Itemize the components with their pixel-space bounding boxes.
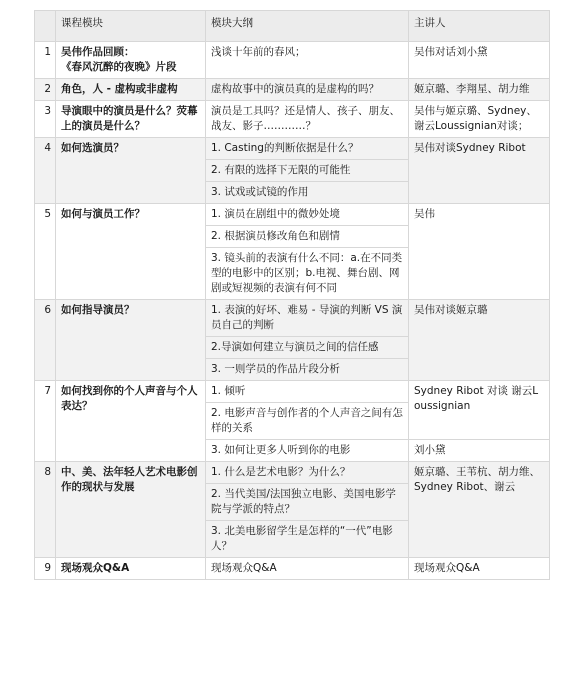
row-number: 4	[35, 138, 56, 204]
header-lecturer: 主讲人	[409, 11, 550, 42]
outline-item: 1. 什么是艺术电影？为什么？	[206, 462, 409, 484]
outline-item: 2. 当代美国/法国独立电影、美国电影学院与学派的特点？	[206, 484, 409, 521]
outline-item: 1. Casting的判断依据是什么？	[206, 138, 409, 160]
table-row	[35, 204, 550, 226]
lecturer: 吴伟	[409, 204, 550, 300]
table-row	[35, 138, 550, 160]
outline-item: 2. 根据演员修改角色和剧情	[206, 226, 409, 248]
outline-item: 1. 表演的好坏、难易 - 导演的判断 VS 演员自己的判断	[206, 300, 409, 337]
module-title: 如何与演员工作？	[56, 204, 206, 300]
lecturer: 吴伟对话刘小黛	[409, 42, 550, 79]
lecturer: Sydney Ribot 对谈 谢云Loussignian	[409, 381, 550, 440]
module-title: 现场观众Q&A	[56, 558, 206, 580]
row-number: 1	[35, 42, 56, 79]
table-row	[35, 42, 550, 79]
outline-item: 3. 试戏或试镜的作用	[206, 182, 409, 204]
table-row	[35, 101, 550, 138]
outline-item: 3. 一则学员的作品片段分析	[206, 359, 409, 381]
table-row	[35, 79, 550, 101]
table-row	[35, 558, 550, 580]
outline-item: 虚构故事中的演员真的是虚构的吗？	[206, 79, 409, 101]
header-title: 课程模块	[56, 11, 206, 42]
table-row	[35, 300, 550, 337]
lecturer: 姬京璐、王苇杭、胡力维、Sydney Ribot、谢云	[409, 462, 550, 558]
module-title-text: 吴伟作品回顾： 《春风沉醉的夜晚》片段	[61, 46, 177, 73]
lecturer: 吴伟与姬京璐、Sydney、谢云Loussignian对谈；	[409, 101, 550, 138]
outline-item: 现场观众Q&A	[206, 558, 409, 580]
course-table	[34, 10, 550, 580]
outline-item: 2.导演如何建立与演员之间的信任感	[206, 337, 409, 359]
outline-item: 1. 倾听	[206, 381, 409, 403]
module-title: 中、美、法年轻人艺术电影创作的现状与发展	[56, 462, 206, 558]
outline-item: 2. 有限的选择下无限的可能性	[206, 160, 409, 182]
row-number: 2	[35, 79, 56, 101]
row-number: 8	[35, 462, 56, 558]
lecturer: 吴伟对谈姬京璐	[409, 300, 550, 381]
module-title: 角色，人 - 虚构或非虚构	[56, 79, 206, 101]
module-title: 导演眼中的演员是什么？荧幕上的演员是什么？	[56, 101, 206, 138]
outline-item: 3. 北美电影留学生是怎样的“一代”电影人？	[206, 521, 409, 558]
outline-item: 3. 镜头前的表演有什么不同：a.在不同类型的电影中的区别；b.电视、舞台剧、网剧或短视频的表演有何不同	[206, 248, 409, 300]
outline-item: 2. 电影声音与创作者的个人声音之间有怎样的关系	[206, 403, 409, 440]
row-number: 7	[35, 381, 56, 462]
table-header-row	[35, 11, 550, 42]
row-number: 6	[35, 300, 56, 381]
table-row	[35, 381, 550, 403]
lecturer-extra: 刘小黛	[409, 440, 550, 462]
header-no	[35, 11, 56, 42]
row-number: 9	[35, 558, 56, 580]
module-title: 如何指导演员？	[56, 300, 206, 381]
header-outline: 模块大纲	[206, 11, 409, 42]
outline-item: 3. 如何让更多人听到你的电影	[206, 440, 409, 462]
outline-item: 1. 演员在剧组中的微妙处境	[206, 204, 409, 226]
lecturer: 现场观众Q&A	[409, 558, 550, 580]
table-row	[35, 462, 550, 484]
outline-item: 演员是工具吗？还是情人、孩子、朋友、战友、影子…………？	[206, 101, 409, 138]
module-title	[56, 42, 206, 79]
lecturer: 姬京璐、李翔星、胡力维	[409, 79, 550, 101]
row-number: 5	[35, 204, 56, 300]
module-title: 如何找到你的个人声音与个人表达？	[56, 381, 206, 462]
module-title: 如何选演员？	[56, 138, 206, 204]
outline-item: 浅谈十年前的春风；	[206, 42, 409, 79]
lecturer: 吴伟对谈Sydney Ribot	[409, 138, 550, 204]
row-number: 3	[35, 101, 56, 138]
